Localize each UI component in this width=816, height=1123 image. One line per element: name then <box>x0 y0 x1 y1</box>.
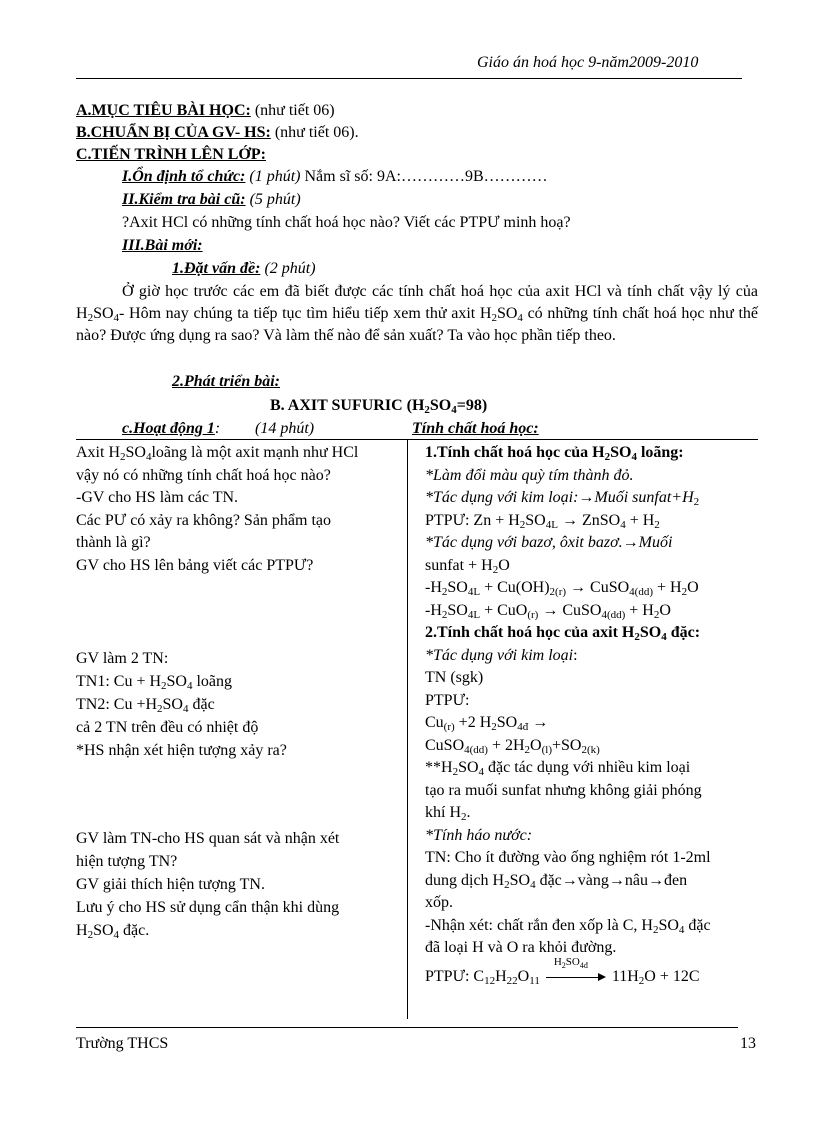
section-a <box>76 100 335 122</box>
footer-school: Trường THCS <box>76 1035 169 1052</box>
c3-line <box>122 235 203 257</box>
c31-line <box>172 258 316 280</box>
section-a-text: (như tiết 06) <box>250 102 335 119</box>
c3-label: III.Bài mới: <box>122 237 203 254</box>
section-b-label: B.CHUẨN BỊ CỦA GV- HS: <box>76 124 271 141</box>
c2-line <box>122 189 301 211</box>
right-h1: 1.Tính chất hoá học của $H_2SO_4$ loãng: <box>425 444 684 463</box>
activity-time: (14 phút) <box>255 420 315 437</box>
c1-time: (1 phút) <box>245 168 301 185</box>
page-number: 13 <box>740 1035 756 1052</box>
header-rule <box>76 78 742 79</box>
intro-paragraph: Ở giờ học trước các em đã biết được các tính chất hoá học của axit HCl và tính chất vậy lý của $H_2SO_4-$ Hôm nay chúng ta tiếp tục tìm hiểu tiếp xem thử axit $H_2SO_4$ có những tính chất hoá học như thế nào? Được ứng dụng ra sao? Và làm thế nào để sản xuất? Ta vào học phần tiếp theo. <box>76 283 759 344</box>
reaction-arrow: $H_2SO_{4đ}$ <box>544 970 608 984</box>
c1-line <box>122 166 548 188</box>
right-heading: Tính chất hoá học: <box>412 420 539 437</box>
section-b <box>76 122 359 144</box>
c31-label: 1.Đặt vấn đề: <box>172 260 261 277</box>
footer-rule <box>76 1027 738 1028</box>
section-a-label: A.MỤC TIÊU BÀI HỌC: <box>76 102 251 119</box>
right-h2: 2.Tính chất hoá học của axit $H_2SO_4$ đặc: <box>425 624 701 643</box>
c2-time: (5 phút) <box>245 191 301 208</box>
left-column: Axit $H_2SO_4loãng$ là một axit mạnh như HCl vậy nó có những tính chất hoá học nào? -GV cho HS làm các TN. Các PƯ có xảy ra không? Sản phẩm tạo thành là gì? GV cho HS lên bảng viết các PTPƯ? GV làm 2 TN: TN1: $Cu + H_2SO_4$ loãng TN2: $Cu +H_2SO_4$ đặc cả 2 TN trên đều có nhiệt độ *HS nhận xét hiện tượng xảy ra? GV làm TN-cho HS quan sát và nhận xét hiện tượng TN? GV giải thích hiện tượng TN. Lưu ý cho HS sử dụng cẩn thận khi dùng $H_2SO_4$ đặc. <box>76 444 359 941</box>
right-column: 1.Tính chất hoá học của $H_2SO_4$ loãng: *Làm đổi màu quỳ tím thành đỏ. *Tác dụng với kim loại:→Muối $sunfat+H_2$ PTPƯ: $Zn + H_2SO_{4L}$ → ZnSO$_4$ + $H_2$ *Tác dụng với bazơ, ôxit bazơ.→Muối sunfat + $H_2O$ $-H_2SO_{4L} + Cu(OH)_{2(r)}$ → CuSO$_{4(dd)}$ + $H_2O$ $-H_2SO_{4L} + CuO_{(r)}$ → CuSO$_{4(dd)}$ + $H_2O$ 2.Tính chất hoá học của axit $H_2SO_4$ đặc: *Tác dụng với kim loại: TN (sgk) PTPƯ: $Cu_{(r)} +2$ $H_2SO_{4đ}$ → CuSO$_{4(dd)}$ + $2H_2O_{(l)}+SO_{2(k)}$ $**H_2SO_4$ đặc tác dụng với nhiều kim loại tạo ra muối sunfat nhưng không giải phóng khí $H_2$. *Tính háo nước: TN: Cho ít đường vào ống nghiệm rót 1-2ml dung dịch $H_2SO_4$ đặc→vàng→nâu→đen xốp. -Nhận xét: chất rắn đen xốp là C, $H_2SO_4$ đặc đã loại H và O ra khỏi đường. PTPƯ: $C_{12}H_{22}O_{11}$ $H_2SO_{4đ}$ $11H_2O + 12C$ <box>425 444 711 987</box>
c2-label: II.Kiểm tra bài cũ: <box>122 191 246 208</box>
sugar-equation: PTPƯ: $C_{12}H_{22}O_{11}$ $H_2SO_{4đ}$ $11H_2O + 12C$ <box>425 955 700 987</box>
c1-text: Nắm sĩ số: 9A:…………9B………… <box>300 168 548 185</box>
c32-label: 2.Phát triển bài: <box>172 373 281 390</box>
activity-label: c.Hoạt động 1: <box>122 420 221 437</box>
table-top-rule <box>76 439 758 440</box>
section-c <box>76 144 266 166</box>
section-c-label: C.TIẾN TRÌNH LÊN LỚP: <box>76 146 266 163</box>
review-question: ?Axit HCl có những tính chất hoá học nào? Viết các PTPƯ minh hoạ? <box>122 214 571 231</box>
c1-label: I.Ổn định tổ chức: <box>122 168 246 185</box>
c31-time: (2 phút) <box>260 260 316 277</box>
c32-line <box>172 371 280 393</box>
section-b-text: (như tiết 06). <box>270 124 359 141</box>
header-title: Giáo án hoá học 9-năm2009-2010 <box>477 54 699 71</box>
page-title: B. AXIT SUFURIC $(H_2SO_4=98)$ <box>270 397 488 416</box>
column-divider <box>407 439 408 1019</box>
